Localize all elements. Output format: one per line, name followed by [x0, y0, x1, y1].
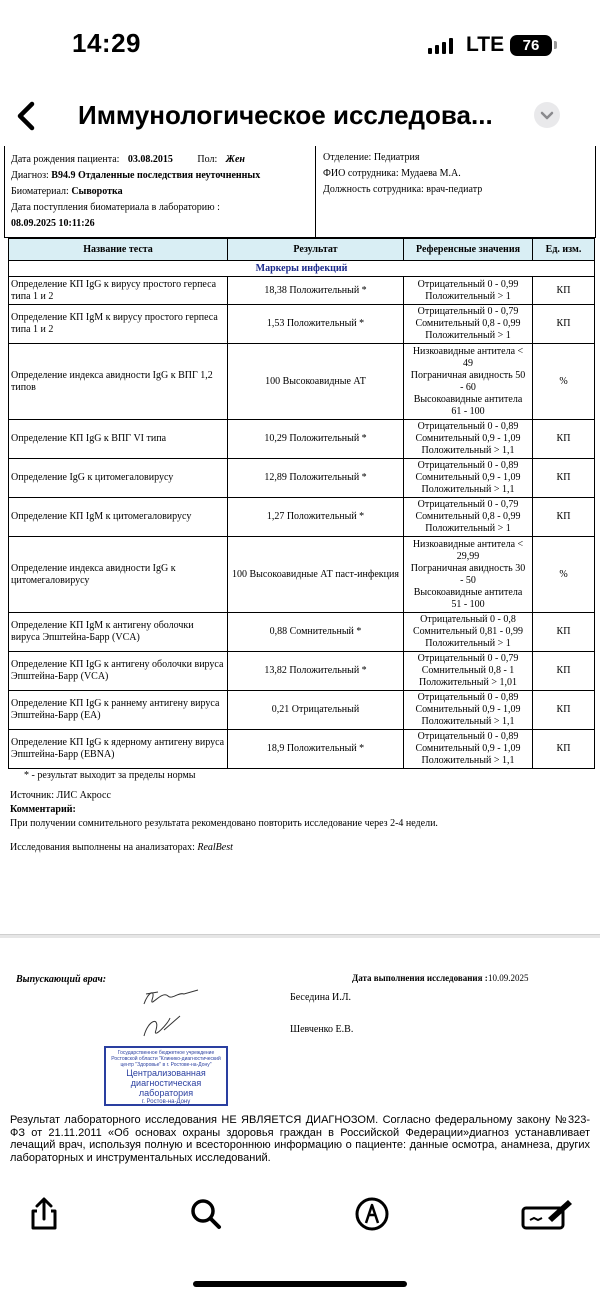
- reference-line: Сомнительный 0,8 - 0,99: [415, 511, 521, 522]
- reference-line: - 60: [460, 381, 476, 393]
- reference-values: [404, 652, 533, 691]
- test-result: 13,82 Положительный *: [228, 652, 404, 691]
- unit: КП: [533, 730, 595, 769]
- col-header: Название теста: [9, 239, 228, 261]
- unit: КП: [533, 459, 595, 498]
- status-time: 14:29: [72, 28, 141, 58]
- unit: КП: [533, 498, 595, 537]
- reference-line: Низкоавидные антитела <: [412, 345, 524, 357]
- reference-line: Отрицательный 0 - 0,79: [417, 499, 519, 510]
- reference-line: Сомнительный 0,81 - 0,99: [412, 626, 524, 637]
- unit: КП: [533, 305, 595, 344]
- col-header: Ед. изм.: [533, 239, 595, 261]
- stamp-lab: Централизованная диагностическая лаборатория: [126, 1068, 206, 1098]
- table-row: [9, 498, 595, 537]
- reference-line: Низкоавидные антитела <: [412, 538, 524, 550]
- title-menu-button[interactable]: [534, 102, 560, 128]
- reference-values: [404, 730, 533, 769]
- test-result: 100 Высокоавидные АТ паст-инфекция: [228, 537, 404, 613]
- status-bar: [0, 0, 600, 90]
- reference-line: Пограничная авидность 30: [410, 562, 526, 574]
- reference-line: Сомнительный 0,9 - 1,09: [415, 433, 521, 444]
- test-name: Определение КП IgG к ВПГ VI типа: [9, 420, 228, 459]
- table-row: [9, 459, 595, 498]
- table-row: [9, 730, 595, 769]
- reference-line: 61 - 100: [451, 405, 485, 417]
- reference-values: [404, 277, 533, 305]
- diagnosis-label: Диагноз:: [11, 170, 49, 181]
- test-name: Определение КП IgG к раннему антигену вируса Эпштейна-Барр (EA): [9, 691, 228, 730]
- share-icon: [24, 1194, 64, 1234]
- test-result: 18,38 Положительный *: [228, 277, 404, 305]
- signature-1: [138, 982, 208, 1012]
- search-button[interactable]: [186, 1194, 226, 1234]
- reference-line: Отрицательный 0 - 0,89: [417, 421, 519, 432]
- position: Должность сотрудника: врач-педиатр: [323, 184, 483, 195]
- reference-line: Положительный > 1,1: [421, 445, 515, 456]
- footnote: * - результат выходит за пределы нормы: [24, 770, 196, 781]
- reference-line: Положительный > 1: [425, 290, 511, 302]
- test-result: 18,9 Положительный *: [228, 730, 404, 769]
- bottom-toolbar: [0, 1182, 600, 1252]
- share-button[interactable]: [24, 1194, 64, 1234]
- test-name: Определение КП IgG к антигену оболочки вируса Эпштейна-Барр (VCA): [9, 652, 228, 691]
- reference-values: [404, 344, 533, 420]
- reference-values: [404, 537, 533, 613]
- unit: КП: [533, 613, 595, 652]
- doctor-2: Шевченко Е.В.: [290, 1024, 354, 1035]
- material-label: Биоматериал:: [11, 186, 69, 197]
- test-result: 100 Высокоавидные АТ: [228, 344, 404, 420]
- reference-line: - 50: [460, 574, 476, 586]
- reference-line: Положительный > 1: [425, 523, 511, 534]
- col-header: Референсные значения: [404, 239, 533, 261]
- doctor-1: Беседина И.Л.: [290, 992, 352, 1003]
- unit: КП: [533, 652, 595, 691]
- reference-line: Пограничная авидность 50: [410, 369, 526, 381]
- analyzers-value: RealBest: [197, 842, 233, 853]
- unit: %: [533, 537, 595, 613]
- date-value: 10.09.2025: [488, 973, 529, 983]
- test-result: 10,29 Положительный *: [228, 420, 404, 459]
- test-result: 1,53 Положительный *: [228, 305, 404, 344]
- unit: КП: [533, 277, 595, 305]
- reference-line: Отрицательный 0 - 0,89: [417, 692, 519, 703]
- battery-tip: [554, 41, 557, 49]
- test-name: Определение КП IgM к антигену оболочки вируса Эпштейна-Барр (VCA): [9, 613, 228, 652]
- table-row: [9, 277, 595, 305]
- table-row: [9, 613, 595, 652]
- table-row: [9, 691, 595, 730]
- markup-icon: [352, 1194, 392, 1234]
- stamp-city: г. Ростов-на-Дону: [141, 1099, 191, 1105]
- reference-line: Отрицательный 0 - 0,89: [417, 731, 519, 742]
- chevron-down-icon: [534, 102, 560, 128]
- reference-values: [404, 420, 533, 459]
- reference-line: 49: [463, 357, 473, 369]
- reference-line: 51 - 100: [451, 598, 485, 610]
- reference-line: Сомнительный 0,9 - 1,09: [415, 472, 521, 483]
- issuing-label: Выпускающий врач:: [16, 974, 107, 985]
- battery-icon: 76: [510, 35, 552, 56]
- test-name: Определение IgG к цитомегаловирусу: [9, 459, 228, 498]
- table-row: [9, 305, 595, 344]
- sign-button[interactable]: [520, 1194, 576, 1234]
- patient-left: [11, 154, 311, 234]
- reference-values: [404, 305, 533, 344]
- reference-line: Сомнительный 0,9 - 1,09: [415, 743, 521, 754]
- reference-line: Отрицательный 0 - 0,8: [420, 614, 516, 625]
- analyzers: [10, 842, 233, 854]
- reference-line: Отрицательный 0 - 0,79: [417, 306, 519, 317]
- nav-header: [0, 90, 600, 142]
- markup-button[interactable]: [352, 1194, 392, 1234]
- table-row: [9, 344, 595, 420]
- reference-line: Сомнительный 0,8 - 1: [421, 665, 515, 676]
- test-name: Определение индекса авидности IgG к ВПГ 1,2 типов: [9, 344, 228, 420]
- test-result: 1,27 Положительный *: [228, 498, 404, 537]
- back-button[interactable]: [10, 96, 46, 136]
- reference-line: Положительный > 1,1: [421, 484, 515, 495]
- reference-line: Положительный > 1,1: [421, 716, 515, 727]
- page-title: Иммунологическое исследова...: [78, 100, 493, 130]
- source: Источник: ЛИС Акросс: [10, 790, 111, 801]
- reference-line: Высокоавидные антитела: [413, 586, 523, 598]
- reference-line: Сомнительный 0,9 - 1,09: [415, 704, 521, 715]
- disclaimer: Результат лабораторного исследования НЕ ЯВЛЯЕТСЯ ДИАГНОЗОМ. Согласно федеральному закону №323-ФЗ от 21.11.2011 «Об основах охраны здоровья граждан в Российской Федерации»диагноз устанавливает лечащий врач, используя полную и всестороннюю информацию о пациенте: данные осмотра, анамнеза, других лабораторных и инструментальных исследований.: [10, 1114, 590, 1164]
- col-header: Результат: [228, 239, 404, 261]
- document-page[interactable]: [0, 142, 600, 1182]
- reference-line: Отрицательный 0 - 0,79: [417, 653, 519, 664]
- table-row: [9, 420, 595, 459]
- reference-line: Положительный > 1,01: [418, 677, 517, 688]
- table-row: [9, 652, 595, 691]
- stamp-org: Государственное бюджетное учреждение Ростовской области "Клинико-диагностический центр "Здоровье" в г. Ростове-на-Дону": [111, 1050, 221, 1068]
- comments: При получении сомнительного результата рекомендовано повторить исследование через 2-4 недели.: [10, 818, 438, 829]
- reference-values: [404, 613, 533, 652]
- sex-label: Пол:: [197, 154, 218, 165]
- reference-line: Положительный > 1: [425, 638, 511, 649]
- unit: %: [533, 344, 595, 420]
- dob-label: Дата рождения пациента:: [11, 154, 120, 165]
- comments-title: Комментарий:: [10, 804, 76, 815]
- material-value: Сыворотка: [71, 186, 123, 197]
- signature-2: [140, 1012, 190, 1042]
- patient-info-box: [4, 146, 596, 238]
- reference-line: Отрицательный 0 - 0,99: [417, 278, 519, 290]
- test-name: Определение индекса авидности IgG к цитомегаловирусу: [9, 537, 228, 613]
- test-result: 12,89 Положительный *: [228, 459, 404, 498]
- received-label: Дата поступления биоматериала в лабораторию :: [11, 202, 220, 213]
- diagnosis-value: B94.9 Отдаленные последствия неуточненных: [51, 170, 261, 181]
- reference-values: [404, 691, 533, 730]
- reference-line: Положительный > 1: [425, 330, 511, 341]
- signal-icon: [428, 38, 456, 54]
- section-row: [9, 261, 595, 277]
- results-table: [8, 238, 595, 769]
- reference-line: 29,99: [456, 550, 480, 562]
- reference-line: Высокоавидные антитела: [413, 393, 523, 405]
- reference-line: Положительный > 1,1: [421, 755, 515, 766]
- patient-right: [323, 152, 593, 200]
- test-result: 0,88 Сомнительный *: [228, 613, 404, 652]
- reference-values: [404, 498, 533, 537]
- table-header-row: [9, 239, 595, 261]
- section-title: Маркеры инфекций: [9, 261, 595, 277]
- test-result: 0,21 Отрицательный: [228, 691, 404, 730]
- date-label: Дата выполнения исследования :: [352, 973, 488, 983]
- divider: [315, 146, 316, 238]
- department: Отделение: Педиатрия: [323, 152, 420, 163]
- employee: ФИО сотрудника: Мудаева М.А.: [323, 168, 461, 179]
- test-name: Определение КП IgM к цитомегаловирусу: [9, 498, 228, 537]
- test-name: Определение КП IgM к вирусу простого герпеса типа 1 и 2: [9, 305, 228, 344]
- network-type: LTE: [466, 33, 505, 56]
- test-name: Определение КП IgG к ядерному антигену вируса Эпштейна-Барр (EBNA): [9, 730, 228, 769]
- unit: КП: [533, 691, 595, 730]
- reference-values: [404, 459, 533, 498]
- reference-line: Отрицательный 0 - 0,89: [417, 460, 519, 471]
- unit: КП: [533, 420, 595, 459]
- home-indicator: [193, 1281, 407, 1287]
- signature-icon: [520, 1194, 576, 1234]
- lab-stamp: [104, 1046, 228, 1106]
- test-name: Определение КП IgG к вирусу простого герпеса типа 1 и 2: [9, 277, 228, 305]
- received-value: 08.09.2025 10:11:26: [11, 218, 95, 229]
- page-break: [0, 934, 600, 938]
- chevron-left-icon: [10, 96, 46, 136]
- search-icon: [186, 1194, 226, 1234]
- reference-line: Сомнительный 0,8 - 0,99: [415, 318, 521, 329]
- sex-value: Жен: [225, 154, 245, 165]
- table-row: [9, 537, 595, 613]
- analyzers-label: Исследования выполнены на анализаторах:: [10, 842, 195, 853]
- dob-value: 03.08.2015: [127, 154, 173, 165]
